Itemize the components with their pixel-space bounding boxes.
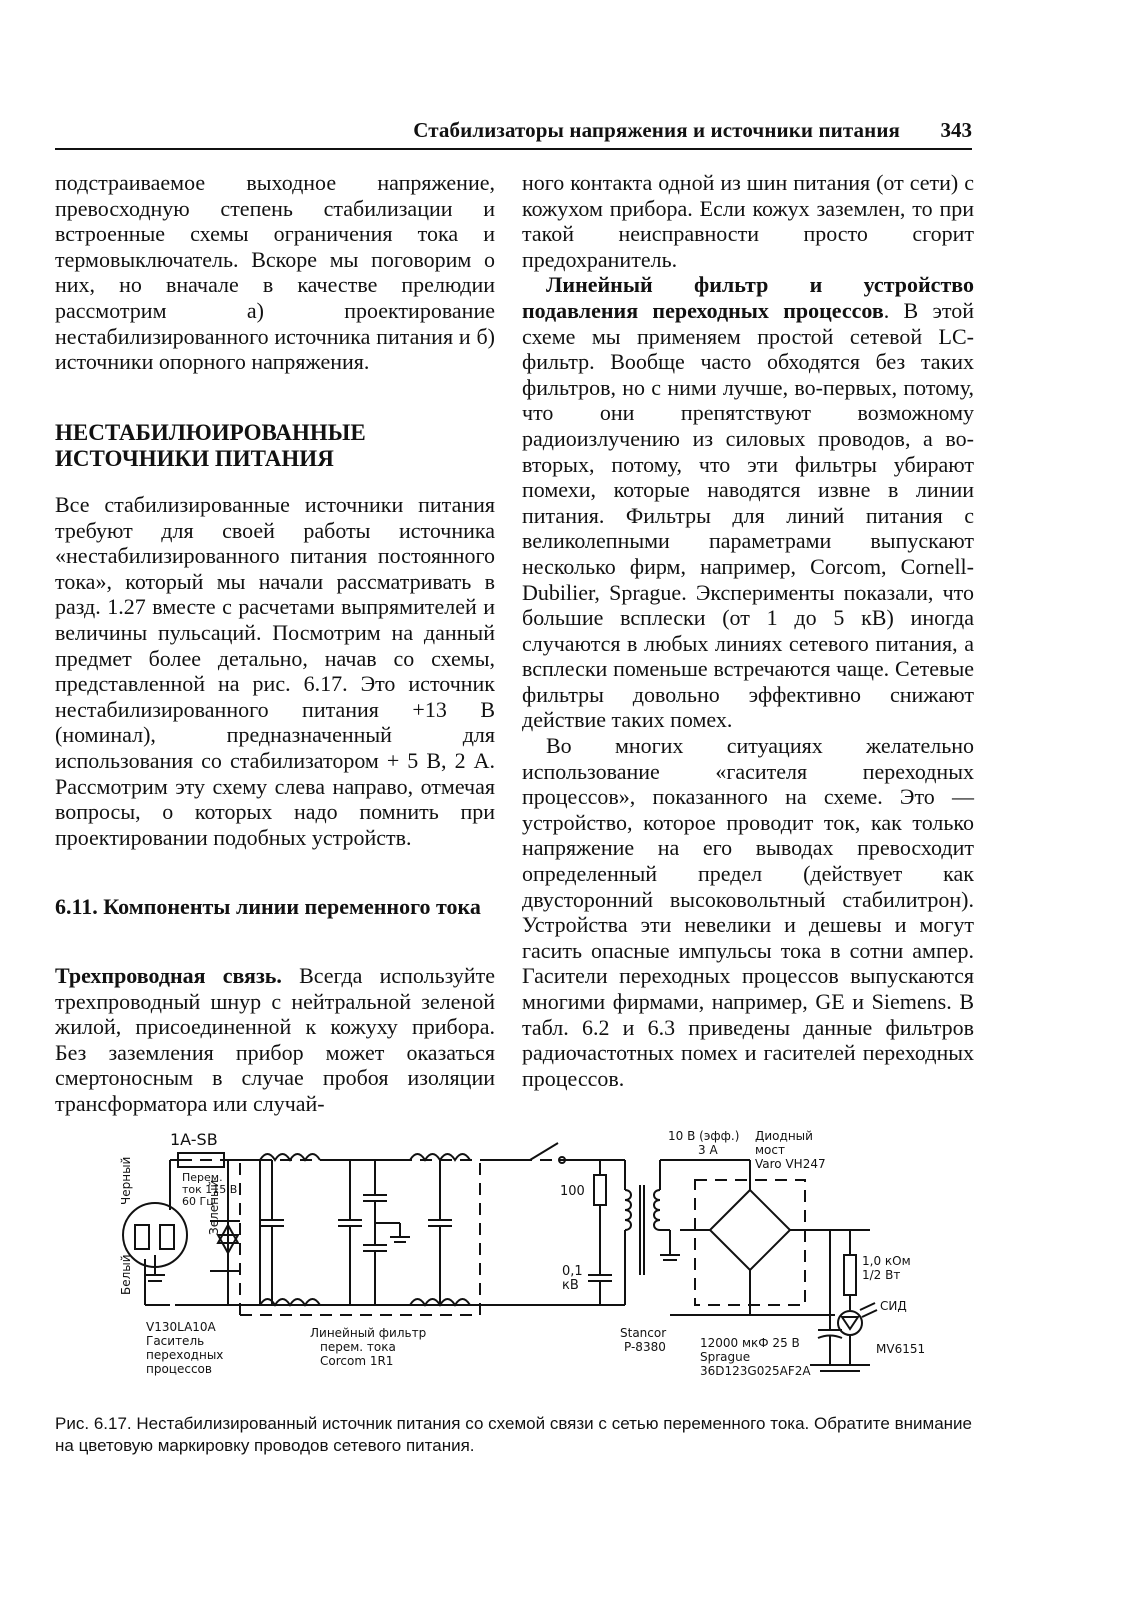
main-cap-label-1: 12000 мкФ 25 В: [700, 1336, 800, 1350]
resistor-label-2: 1/2 Вт: [862, 1268, 901, 1282]
secondary-label-2: 3 А: [698, 1143, 718, 1157]
paragraph-lead: Линейный фильтр и устройство подавления переходных процессов: [522, 272, 974, 323]
right-column: [522, 170, 974, 1091]
left-paragraph-3: [55, 963, 495, 1117]
fuse-label: 1A-SB: [170, 1130, 218, 1149]
transformer-label-2: P-8380: [624, 1340, 666, 1354]
suppressor-part: V130LA10A: [146, 1320, 216, 1334]
paragraph-text: Всегда используйте трехпроводный шнур с нейтральной зеленой жилой, присоединенной к кожуху прибора. Без заземления прибор может оказаться смертоносным в случае пробоя изоляции трансформатора или случай-: [55, 963, 495, 1116]
left-paragraph-1: подстраиваемое выходное напряжение, превосходную степень стабилизации и встроенные схемы ограничения тока и термовыключатель. Вскоре мы поговорим о них, но вначале в качестве прелюдии рассмотрим а) проектирование нестабилизированного источника питания и б) источники опорного напряжения.: [55, 170, 495, 375]
wire-green-label: Зеленый: [207, 1179, 221, 1235]
right-paragraph-2: [522, 272, 974, 733]
fuse-note-1: Перем.: [182, 1171, 223, 1184]
fuse-note-2: ток 115 В: [182, 1183, 238, 1196]
resistor-label-1: 1,0 кОм: [862, 1254, 911, 1268]
left-column-body: [55, 492, 495, 850]
bridge-label-2: мост: [755, 1143, 785, 1157]
left-column: [55, 170, 495, 375]
page-number: 343: [940, 118, 972, 142]
cap-01-label: 0,1: [562, 1264, 583, 1279]
section-heading: НЕСТАБИЛЮИРОВАННЫЕ ИСТОЧНИКИ ПИТАНИЯ: [55, 420, 366, 471]
fuse-note-3: 60 Гц: [182, 1195, 214, 1208]
bridge-label-1: Диодный: [755, 1129, 813, 1143]
suppressor-label-3: процессов: [146, 1362, 212, 1376]
main-cap-label-2: Sprague: [700, 1350, 751, 1364]
suppressor-label-1: Гаситель: [146, 1334, 205, 1348]
wire-white-label: Белый: [119, 1254, 133, 1295]
led-part-label: MV6151: [876, 1342, 926, 1356]
header-rule: [55, 148, 972, 150]
subsection-heading: 6.11. Компоненты линии переменного тока: [55, 894, 481, 919]
right-paragraph-1: ного контакта одной из шин питания (от сети) с кожухом прибора. Если кожух заземлен, то при такой неисправности просто сгорит предохранитель.: [522, 170, 974, 272]
secondary-label-1: 10 В (эфф.): [668, 1129, 740, 1143]
paragraph-lead: Трехпроводная связь.: [55, 963, 282, 988]
led-label: СИД: [880, 1299, 907, 1313]
paragraph-text: . В этой схеме мы применяем простой сетевой LC-фильтр. Вообще часто обходятся без таких фильтров, но с ними лучше, во-первых, потому, что они препятствуют возможному радиоизлучению из силовых проводов, а во-вторых, потому, что эти фильтры убирают помехи, которые наводятся извне в линии питания. Фильтры для линий питания с великолепными параметрами выпускают несколько фирм, например, Corcom, Cornell-Dubilier, Sprague. Эксперименты показали, что большие всплески (от 1 до 5 кВ) иногда случаются в любых линиях сетевого питания, а всплески поменьше встречаются чаще. Сетевые фильтры довольно эффективно снижают действие таких помех.: [522, 297, 974, 733]
main-cap-label-3: 36D123G025AF2A: [700, 1364, 811, 1378]
right-paragraph-3: Во многих ситуациях желательно использование «гасителя переходных процессов», показанного на схеме. Это — устройство, которое проводит ток, как только напряжение на его выводах превосходит определенный предел (действует как двусторонний высоковольтный стабилитрон). Устройства эти невелики и дешевы и могут гасить опасные импульсы тока в сотни ампер. Гасители переходных процессов выпускаются многими фирмами, например, GE и Siemens. В табл. 6.2 и 6.3 приведены данные фильтров радиочастотных помех и гасителей переходных процессов.: [522, 733, 974, 1091]
cap-kv-label: кВ: [562, 1278, 579, 1293]
wire-black-label: Черный: [119, 1156, 133, 1205]
filter-label-3: Corcom 1R1: [320, 1354, 394, 1368]
running-header-title: Стабилизаторы напряжения и источники питания: [413, 118, 900, 142]
left-column-tail: [55, 963, 495, 1117]
left-paragraph-2: Все стабилизированные источники питания требуют для своей работы источника «нестабилизированного питания постоянного тока», который мы начали рассматривать в разд. 1.27 вместе с расчетами выпрямителей и величины пульсаций. Посмотрим на данный предмет более детально, начав со схемы, представленной на рис. 6.17. Это источник нестабилизированного питания +13 В (номинал), предназначенный для использования со стабилизатором + 5 В, 2 А. Рассмотрим эту схему слева направо, отмечая вопросы, о которых надо помнить при проектировании подобных устройств.: [55, 492, 495, 850]
bridge-label-3: Varo VH247: [755, 1157, 826, 1171]
figure-caption: Рис. 6.17. Нестабилизированный источник питания со схемой связи с сетью переменного тока. Обратите внимание на цветовую маркировку проводов сетевого питания.: [55, 1414, 972, 1455]
suppressor-label-2: переходных: [146, 1348, 224, 1362]
resistor-100-label: 100: [560, 1184, 585, 1199]
filter-label-2: перем. тока: [320, 1340, 396, 1354]
transformer-label-1: Stancor: [620, 1326, 667, 1340]
filter-label-1: Линейный фильтр: [310, 1326, 427, 1340]
circuit-diagram: [110, 1125, 970, 1415]
